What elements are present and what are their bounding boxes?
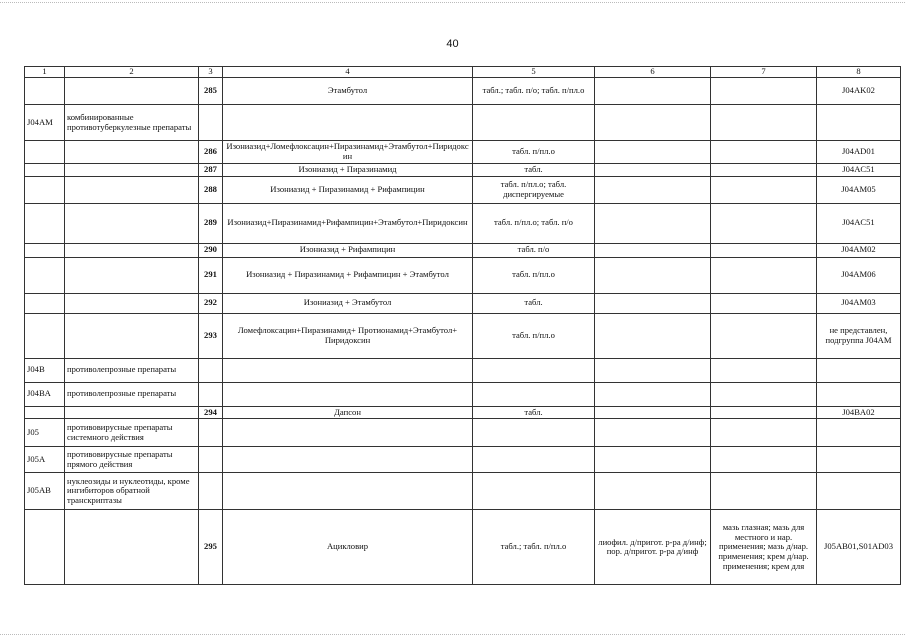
drug-name: Изониазид + Этамбутол [223, 293, 473, 313]
dosage-form-oral: табл. п/о [473, 243, 595, 257]
header-col-6: 6 [595, 67, 711, 78]
atc-group-name [65, 313, 199, 358]
header-col-4: 4 [223, 67, 473, 78]
dosage-form-oral [473, 447, 595, 473]
dosage-form-injection [595, 243, 711, 257]
table-row [25, 105, 901, 141]
atc-group-code [25, 203, 65, 243]
drug-name: Изониазид + Рифампицин [223, 243, 473, 257]
atc-group-code: J04B [25, 358, 65, 382]
atc-group-name [65, 510, 199, 585]
dosage-form-topical [711, 105, 817, 141]
drug-name: Этамбутол [223, 78, 473, 105]
atc-code: не представлен, подгруппа J04AM [817, 313, 901, 358]
row-number: 289 [199, 203, 223, 243]
atc-code: J04AM05 [817, 176, 901, 203]
atc-group-name: противолепрозные препараты [65, 358, 199, 382]
dosage-form-oral [473, 473, 595, 510]
dosage-form-injection [595, 382, 711, 406]
atc-group-code: J04AM [25, 105, 65, 141]
atc-code: J04AM03 [817, 293, 901, 313]
dosage-form-oral: табл. п/пл.о [473, 313, 595, 358]
dosage-form-topical [711, 203, 817, 243]
row-number [199, 358, 223, 382]
atc-group-name: комбинированные противотуберкулезные препараты [65, 105, 199, 141]
dosage-form-injection [595, 141, 711, 164]
table-row [25, 447, 901, 473]
dosage-form-oral [473, 358, 595, 382]
dosage-form-topical [711, 243, 817, 257]
row-number: 287 [199, 164, 223, 177]
atc-group-code [25, 510, 65, 585]
dosage-form-topical [711, 164, 817, 177]
table-row [25, 176, 901, 203]
drug-name [223, 358, 473, 382]
table-row [25, 358, 901, 382]
atc-group-code [25, 257, 65, 293]
row-number [199, 447, 223, 473]
atc-group-name [65, 203, 199, 243]
atc-group-name [65, 78, 199, 105]
dosage-form-injection [595, 447, 711, 473]
atc-code: J04AC51 [817, 203, 901, 243]
table-row [25, 203, 901, 243]
row-number: 291 [199, 257, 223, 293]
atc-code: J04BA02 [817, 406, 901, 419]
header-col-2: 2 [65, 67, 199, 78]
scan-bottom-edge [0, 634, 905, 635]
dosage-form-oral: табл. [473, 293, 595, 313]
drug-name: Изониазид+Ломефлоксацин+Пиразинамид+Этамбутол+Пиридоксин [223, 141, 473, 164]
header-row [25, 67, 901, 78]
dosage-form-oral: табл.; табл. п/о; табл. п/пл.о [473, 78, 595, 105]
table-row [25, 406, 901, 419]
atc-code [817, 473, 901, 510]
dosage-form-injection [595, 78, 711, 105]
dosage-form-oral [473, 382, 595, 406]
atc-group-name [65, 406, 199, 419]
atc-group-code [25, 164, 65, 177]
header-col-7: 7 [711, 67, 817, 78]
atc-group-name [65, 293, 199, 313]
drug-table [24, 66, 901, 585]
dosage-form-topical: мазь глазная; мазь для местного и нар. применения; мазь д/нар. применения; крем д/нар. применения; крем для [711, 510, 817, 585]
atc-group-name [65, 141, 199, 164]
drug-name: Ломефлоксацин+Пиразинамид+ Протионамид+Этамбутол+ Пиридоксин [223, 313, 473, 358]
dosage-form-oral [473, 105, 595, 141]
atc-group-name [65, 176, 199, 203]
dosage-form-topical [711, 257, 817, 293]
header-col-5: 5 [473, 67, 595, 78]
table-row [25, 382, 901, 406]
row-number: 285 [199, 78, 223, 105]
table-row [25, 473, 901, 510]
row-number [199, 382, 223, 406]
atc-code: J04AK02 [817, 78, 901, 105]
drug-name [223, 447, 473, 473]
table-row [25, 419, 901, 447]
dosage-form-injection [595, 176, 711, 203]
dosage-form-topical [711, 293, 817, 313]
header-col-3: 3 [199, 67, 223, 78]
atc-group-name: противовирусные препараты прямого действия [65, 447, 199, 473]
header-col-8: 8 [817, 67, 901, 78]
row-number: 286 [199, 141, 223, 164]
drug-name: Изониазид + Пиразинамид + Рифампицин + Этамбутол [223, 257, 473, 293]
atc-group-code [25, 78, 65, 105]
table-row [25, 257, 901, 293]
scan-top-edge [0, 2, 905, 3]
header-col-1: 1 [25, 67, 65, 78]
drug-name [223, 473, 473, 510]
row-number [199, 105, 223, 141]
row-number [199, 419, 223, 447]
dosage-form-injection [595, 257, 711, 293]
atc-code: J04AM02 [817, 243, 901, 257]
atc-code: J04AD01 [817, 141, 901, 164]
dosage-form-oral [473, 419, 595, 447]
table-row [25, 164, 901, 177]
atc-group-name: нуклеозиды и нуклеотиды, кроме ингибиторов обратной транскриптазы [65, 473, 199, 510]
atc-group-code: J05AB [25, 473, 65, 510]
dosage-form-injection [595, 406, 711, 419]
dosage-form-oral: табл. п/пл.о [473, 141, 595, 164]
drug-name [223, 382, 473, 406]
row-number: 290 [199, 243, 223, 257]
row-number: 292 [199, 293, 223, 313]
dosage-form-injection [595, 293, 711, 313]
dosage-form-injection [595, 419, 711, 447]
dosage-form-topical [711, 141, 817, 164]
row-number: 295 [199, 510, 223, 585]
atc-group-code [25, 243, 65, 257]
drug-name: Ацикловир [223, 510, 473, 585]
table-row [25, 313, 901, 358]
row-number: 294 [199, 406, 223, 419]
row-number [199, 473, 223, 510]
drug-name [223, 419, 473, 447]
atc-group-name [65, 243, 199, 257]
atc-group-name [65, 164, 199, 177]
dosage-form-injection: лиофил. д/пригот. р-ра д/инф; пор. д/пригот. р-ра д/инф [595, 510, 711, 585]
atc-code [817, 382, 901, 406]
atc-code: J05AB01,S01AD03 [817, 510, 901, 585]
dosage-form-injection [595, 105, 711, 141]
dosage-form-topical [711, 419, 817, 447]
dosage-form-oral: табл. п/пл.о [473, 257, 595, 293]
atc-code [817, 358, 901, 382]
atc-group-code [25, 176, 65, 203]
dosage-form-injection [595, 203, 711, 243]
atc-group-code [25, 293, 65, 313]
dosage-form-topical [711, 358, 817, 382]
atc-code [817, 447, 901, 473]
dosage-form-topical [711, 447, 817, 473]
dosage-form-topical [711, 406, 817, 419]
atc-group-code: J05 [25, 419, 65, 447]
atc-group-code: J05A [25, 447, 65, 473]
atc-group-name: противовирусные препараты системного действия [65, 419, 199, 447]
table-row [25, 293, 901, 313]
drug-name [223, 105, 473, 141]
dosage-form-oral: табл. п/пл.о; табл. п/о [473, 203, 595, 243]
dosage-form-injection [595, 473, 711, 510]
table-row [25, 141, 901, 164]
atc-code: J04AM06 [817, 257, 901, 293]
dosage-form-oral: табл. [473, 406, 595, 419]
drug-name: Изониазид + Пиразинамид [223, 164, 473, 177]
drug-name: Дапсон [223, 406, 473, 419]
atc-group-name [65, 257, 199, 293]
dosage-form-topical [711, 313, 817, 358]
dosage-form-topical [711, 382, 817, 406]
atc-group-name: противолепрозные препараты [65, 382, 199, 406]
row-number: 288 [199, 176, 223, 203]
atc-group-code [25, 313, 65, 358]
dosage-form-oral: табл. п/пл.о; табл. диспергируемые [473, 176, 595, 203]
atc-code: J04AC51 [817, 164, 901, 177]
atc-code [817, 419, 901, 447]
dosage-form-topical [711, 473, 817, 510]
dosage-form-oral: табл.; табл. п/пл.о [473, 510, 595, 585]
dosage-form-injection [595, 313, 711, 358]
drug-name: Изониазид + Пиразинамид + Рифампицин [223, 176, 473, 203]
atc-code [817, 105, 901, 141]
row-number: 293 [199, 313, 223, 358]
dosage-form-oral: табл. [473, 164, 595, 177]
page-number: 40 [446, 38, 459, 50]
dosage-form-topical [711, 176, 817, 203]
dosage-form-topical [711, 78, 817, 105]
atc-group-code [25, 406, 65, 419]
table-row [25, 78, 901, 105]
atc-group-code: J04BA [25, 382, 65, 406]
table-row [25, 510, 901, 585]
atc-group-code [25, 141, 65, 164]
dosage-form-injection [595, 164, 711, 177]
dosage-form-injection [595, 358, 711, 382]
table-row [25, 243, 901, 257]
drug-name: Изониазид+Пиразинамид+Рифампицин+Этамбутол+Пиридоксин [223, 203, 473, 243]
